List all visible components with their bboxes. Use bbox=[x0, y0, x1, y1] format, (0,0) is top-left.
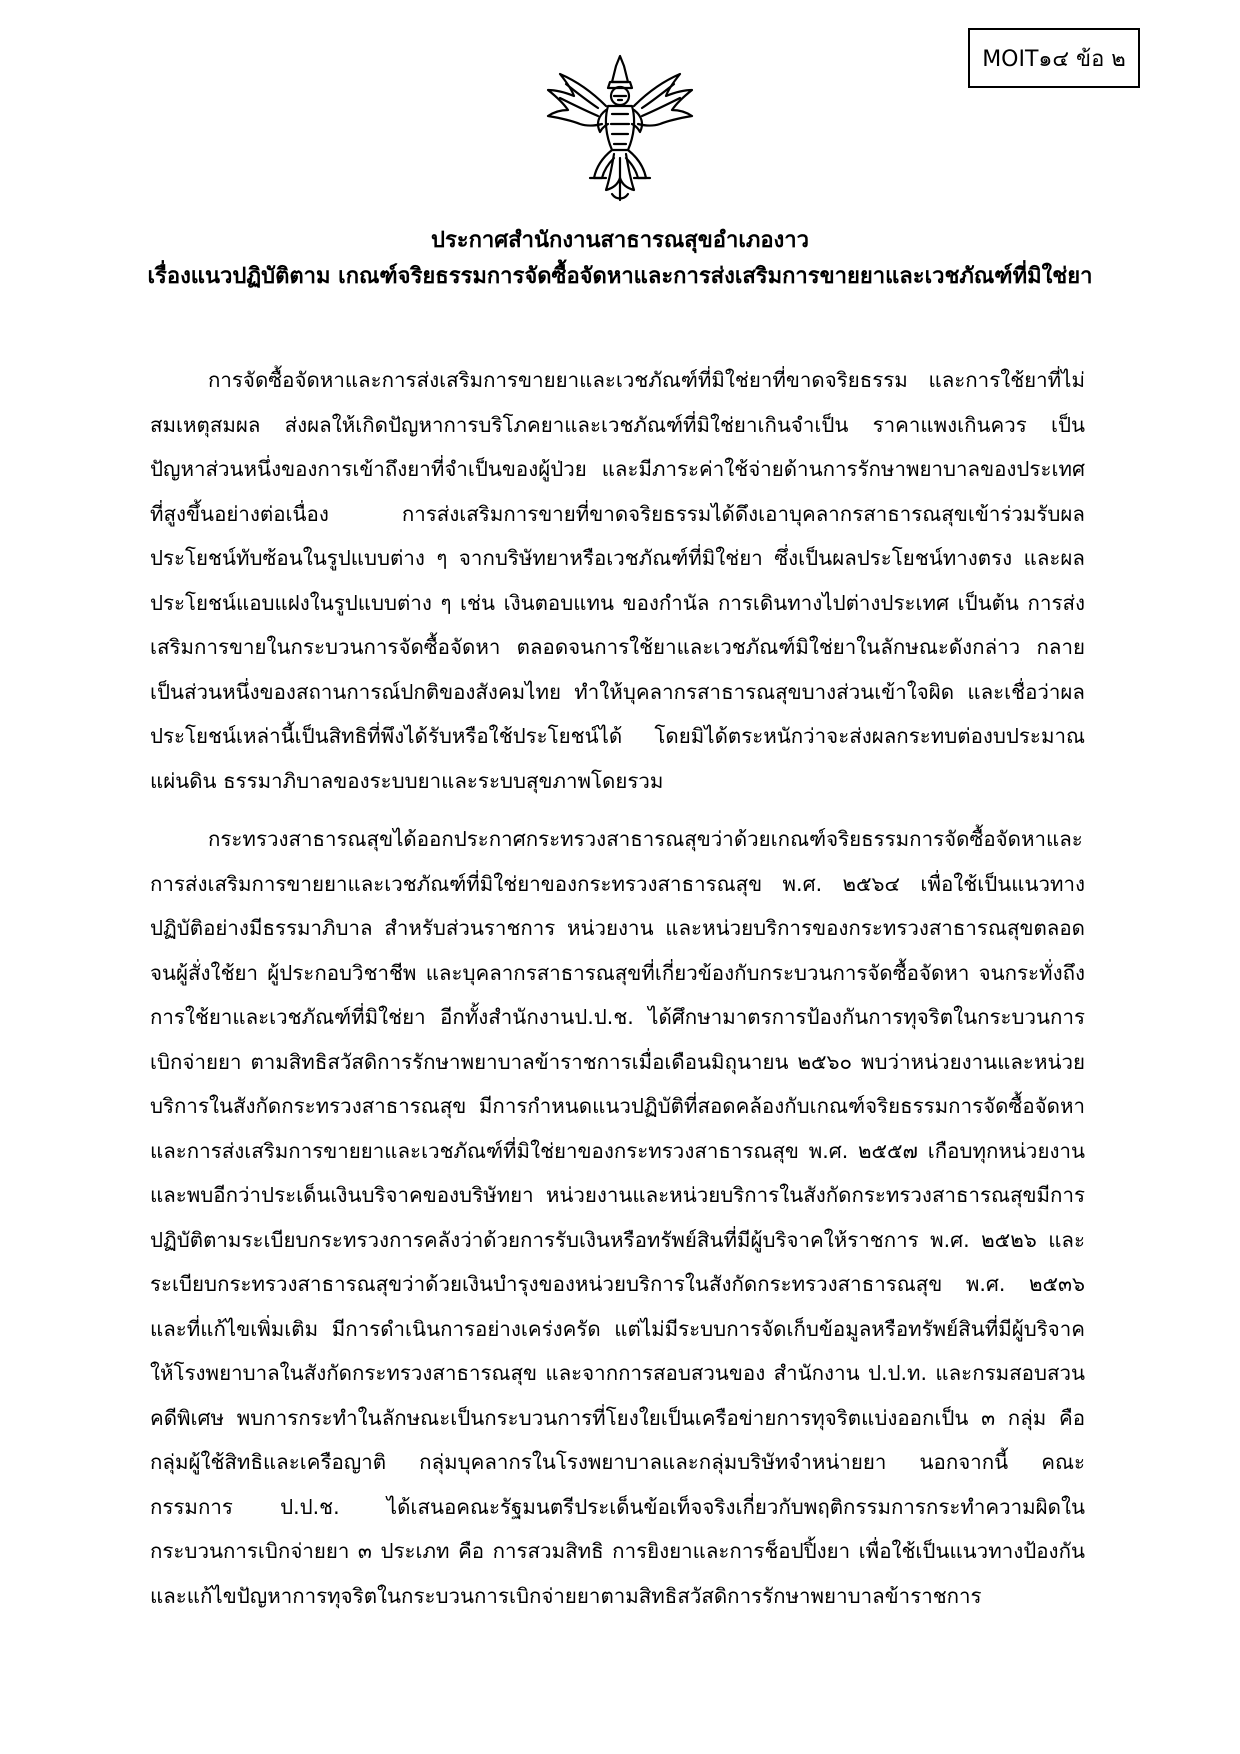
title-line-1: ประกาศสำนักงานสาธารณสุขอำเภองาว bbox=[430, 228, 810, 253]
garuda-emblem bbox=[540, 50, 700, 210]
document-body bbox=[150, 358, 1085, 1618]
paragraph-1: การจัดซื้อจัดหาและการส่งเสริมการขายยาและเวชภัณฑ์ที่มิใช่ยาที่ขาดจริยธรรม และการใช้ยาที่ไม่สมเหตุสมผล ส่งผลให้เกิดปัญหาการบริโภคยาและเวชภัณฑ์ที่มิใช่ยาเกินจำเป็น ราคาแพงเกินควร เป็นปัญหาส่วนหนึ่งของการเข้าถึงยาที่จำเป็นของผู้ป่วย และมีภาระค่าใช้จ่ายด้านการรักษาพยาบาลของประเทศที่สูงขึ้นอย่างต่อเนื่อง การส่งเสริมการขายที่ขาดจริยธรรมได้ดึงเอาบุคลากรสาธารณสุขเข้าร่วมรับผลประโยชน์ทับซ้อนในรูปแบบต่าง ๆ จากบริษัทยาหรือเวชภัณฑ์ที่มิใช่ยา ซึ่งเป็นผลประโยชน์ทางตรง และผลประโยชน์แอบแฝงในรูปแบบต่าง ๆ เช่น เงินตอบแทน ของกำนัล การเดินทางไปต่างประเทศ เป็นต้น การส่งเสริมการขายในกระบวนการจัดซื้อจัดหา ตลอดจนการใช้ยาและเวชภัณฑ์มิใช่ยาในลักษณะดังกล่าว กลายเป็นส่วนหนึ่งของสถานการณ์ปกติของสังคมไทย ทำให้บุคลากรสาธารณสุขบางส่วนเข้าใจผิด และเชื่อว่าผลประโยชน์เหล่านี้เป็นสิทธิที่พึงได้รับหรือใช้ประโยชน์ได้ โดยมิได้ตระหนักว่าจะส่งผลกระทบต่องบประมาณแผ่นดิน ธรรมาภิบาลของระบบยาและระบบสุขภาพโดยรวม bbox=[150, 368, 1085, 793]
document-code-box bbox=[968, 28, 1140, 88]
paragraph-2: กระทรวงสาธารณสุขได้ออกประกาศกระทรวงสาธารณสุขว่าด้วยเกณฑ์จริยธรรมการจัดซื้อจัดหาและการส่งเสริมการขายยาและเวชภัณฑ์ที่มิใช่ยาของกระทรวงสาธารณสุข พ.ศ. ๒๕๖๔ เพื่อใช้เป็นแนวทางปฏิบัติอย่างมีธรรมาภิบาล สำหรับส่วนราชการ หน่วยงาน และหน่วยบริการของกระทรวงสาธารณสุขตลอดจนผู้สั่งใช้ยา ผู้ประกอบวิชาชีพ และบุคลากรสาธารณสุขที่เกี่ยวข้องกับกระบวนการจัดซื้อจัดหา จนกระทั่งถึงการใช้ยาและเวชภัณฑ์ที่มิใช่ยา อีกทั้งสำนักงานป.ป.ช. ได้ศึกษามาตรการป้องกันการทุจริตในกระบวนการเบิกจ่ายยา ตามสิทธิสวัสดิการรักษาพยาบาลข้าราชการเมื่อเดือนมิถุนายน ๒๕๖๐ พบว่าหน่วยงานและหน่วยบริการในสังกัดกระทรวงสาธารณสุข มีการกำหนดแนวปฏิบัติที่สอดคล้องกับเกณฑ์จริยธรรมการจัดซื้อจัดหาและการส่งเสริมการขายยาและเวชภัณฑ์ที่มิใช่ยาของกระทรวงสาธารณสุข พ.ศ. ๒๕๕๗ เกือบทุกหน่วยงาน และพบอีกว่าประเด็นเงินบริจาคของบริษัทยา หน่วยงานและหน่วยบริการในสังกัดกระทรวงสาธารณสุขมีการปฏิบัติตามระเบียบกระทรวงการคลังว่าด้วยการรับเงินหรือทรัพย์สินที่มีผู้บริจาคให้ราชการ พ.ศ. ๒๕๒๖ และระเบียบกระทรวงสาธารณสุขว่าด้วยเงินบำรุงของหน่วยบริการในสังกัดกระทรวงสาธารณสุข พ.ศ. ๒๕๓๖ และที่แก้ไขเพิ่มเติม มีการดำเนินการอย่างเคร่งครัด แต่ไม่มีระบบการจัดเก็บข้อมูลหรือทรัพย์สินที่มีผู้บริจาคให้โรงพยาบาลในสังกัดกระทรวงสาธารณสุข และจากการสอบสวนของ สำนักงาน ป.ป.ท. และกรมสอบสวนคดีพิเศษ พบการกระทำในลักษณะเป็นกระบวนการที่โยงใยเป็นเครือข่ายการทุจริตแบ่งออกเป็น ๓ กลุ่ม คือ กลุ่มผู้ใช้สิทธิและเครือญาติ กลุ่มบุคลากรในโรงพยาบาลและกลุ่มบริษัทจำหน่ายยา นอกจากนี้ คณะกรรมการ ป.ป.ช. ได้เสนอคณะรัฐมนตรีประเด็นข้อเท็จจริงเกี่ยวกับพฤติกรรมการกระทำความผิดในกระบวนการเบิกจ่ายยา ๓ ประเภท คือ การสวมสิทธิ การยิงยาและการช็อปปิ้งยา เพื่อใช้เป็นแนวทางป้องกันและแก้ไขปัญหาการทุจริตในกระบวนการเบิกจ่ายยาตามสิทธิสวัสดิการรักษาพยาบาลข้าราชการ bbox=[150, 827, 1085, 1608]
title-line-2: เรื่องแนวปฏิบัติตาม เกณฑ์จริยธรรมการจัดซื้อจัดหาและการส่งเสริมการขายยาและเวชภัณฑ์ที่มิใช่ยา bbox=[147, 264, 1093, 289]
document-code: MOIT๑๔ ข้อ ๒ bbox=[982, 46, 1126, 72]
